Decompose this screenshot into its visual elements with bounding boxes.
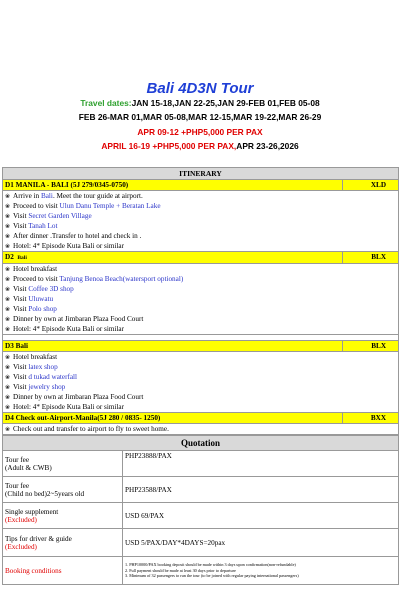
booking-term: 2. Full payment should be made at least 30 days prior to departure xyxy=(125,567,236,573)
activity-item: ❀ Visit Uluwatu xyxy=(5,295,54,303)
activity-item: ❀ Visit Coffee 3D shop xyxy=(5,285,74,293)
tour-fee-label: Tour fee (Adult & CWB) xyxy=(3,451,123,477)
flower-bullet-icon: ❀ xyxy=(5,297,11,303)
tips-label: Tips for driver & guide (Excluded) xyxy=(3,529,123,557)
flower-bullet-icon: ❀ xyxy=(5,277,11,283)
flower-bullet-icon: ❀ xyxy=(5,375,11,381)
attraction-link: Uluwatu xyxy=(28,295,54,303)
activity-item: ❀ Arrive in Bali. Meet the tour guide at airport. xyxy=(5,192,143,200)
flower-bullet-icon: ❀ xyxy=(5,327,11,333)
activity-item: ❀ Dinner by own at Jimbaran Plaza Food Court xyxy=(5,315,144,323)
day3-title: D3 Bali xyxy=(3,341,343,352)
travel-dates-line2: FEB 26-MAR 01,MAR 05-08,MAR 12-15,MAR 19-22,MAR 26-29 xyxy=(78,112,322,122)
activity-item: ❀ Hotel: 4* Episode Kuta Bali or similar xyxy=(5,325,124,333)
flower-bullet-icon: ❀ xyxy=(5,405,11,411)
day2-header xyxy=(3,252,399,264)
day4-header xyxy=(3,413,399,424)
april-dates-black: APR 23-26,2026 xyxy=(236,141,299,151)
activity-item: ❀ Visit d tukad waterfall xyxy=(5,373,78,381)
flower-bullet-icon: ❀ xyxy=(5,365,11,371)
attraction-link: Polo shop xyxy=(28,305,57,313)
activity-item: ❀ Visit Secret Garden Village xyxy=(5,212,92,220)
quotation-table xyxy=(2,435,399,585)
flower-bullet-icon: ❀ xyxy=(5,224,11,230)
booking-conditions-label: Booking conditions xyxy=(3,557,123,585)
attraction-link: Coffee 3D shop xyxy=(28,285,74,293)
activity-item: ❀ Visit latex shop xyxy=(5,363,58,371)
attraction-link: d tukad waterfall xyxy=(28,373,78,381)
day2-meal: BLX xyxy=(343,252,399,264)
flower-bullet-icon: ❀ xyxy=(5,317,11,323)
flower-bullet-icon: ❀ xyxy=(5,427,11,433)
booking-conditions-terms xyxy=(123,557,399,585)
activity-item: ❀ Visit jewelry shop xyxy=(5,383,66,391)
april-dates-red: APRIL 16-19 +PHP5,000 PER PAX, xyxy=(101,141,237,151)
activity-item: ❀ After dinner .Transfer to hotel and check in . xyxy=(5,232,142,240)
travel-dates-line1 xyxy=(0,98,400,108)
flower-bullet-icon: ❀ xyxy=(5,234,11,240)
tour-fee-value: PHP23888/PAX xyxy=(123,451,399,477)
single-supplement-label: Single supplement (Excluded) xyxy=(3,503,123,529)
activity-item: ❀ Hotel breakfast xyxy=(5,265,58,273)
attraction-link: Bali xyxy=(40,192,53,200)
travel-dates-label: Travel dates: xyxy=(80,98,132,108)
day3-meal: BLX xyxy=(343,341,399,352)
activity-item: ❀ Check out and transfer to airport to fly to sweet home. xyxy=(5,425,169,433)
day1-meal: XLD xyxy=(343,180,399,191)
flower-bullet-icon: ❀ xyxy=(5,355,11,361)
flower-bullet-icon: ❀ xyxy=(5,204,11,210)
day3-header xyxy=(3,341,399,352)
flower-bullet-icon: ❀ xyxy=(5,214,11,220)
flower-bullet-icon: ❀ xyxy=(5,267,11,273)
activity-item: ❀ Visit Tanah Lot xyxy=(5,222,58,230)
child-fee-label: Tour fee (Child no bed)2~5years old xyxy=(3,477,123,503)
activity-item: ❀ Hotel: 4* Episode Kuta Bali or similar xyxy=(5,403,124,411)
itinerary-table xyxy=(2,167,399,435)
day4-meal: BXX xyxy=(343,413,399,424)
april-dates-line2 xyxy=(0,141,400,151)
day2-title: D2 Bali xyxy=(3,252,343,264)
flower-bullet-icon: ❀ xyxy=(5,194,11,200)
booking-term: 3. Minimum of 32 passengers to run the tour (to be joined with regular paying international passengers) xyxy=(125,573,299,579)
travel-dates-values: JAN 15-18,JAN 22-25,JAN 29-FEB 01,FEB 05-08 xyxy=(131,98,320,108)
flower-bullet-icon: ❀ xyxy=(5,395,11,401)
activity-item: ❀ Proceed to visit Tanjung Benoa Beach(watersport optional) xyxy=(5,275,184,283)
day3-activities xyxy=(3,352,399,413)
day2-activities xyxy=(3,264,399,335)
flower-bullet-icon: ❀ xyxy=(5,385,11,391)
single-supplement-value: USD 69/PAX xyxy=(123,503,399,529)
activity-item: ❀ Visit Polo shop xyxy=(5,305,57,313)
day4-activities xyxy=(3,424,399,435)
day1-header xyxy=(3,180,399,191)
activity-item: ❀ Hotel: 4* Episode Kuta Bali or similar xyxy=(5,242,124,250)
flower-bullet-icon: ❀ xyxy=(5,244,11,250)
quotation-heading: Quotation xyxy=(3,436,399,451)
flower-bullet-icon: ❀ xyxy=(5,287,11,293)
day2-subtitle: Bali xyxy=(17,255,27,261)
activity-item: ❀ Proceed to visit Ulun Danu Temple + Beratan Lake xyxy=(5,202,161,210)
attraction-link: jewelry shop xyxy=(28,383,66,391)
itinerary-heading: ITINERARY xyxy=(3,168,399,180)
activity-item: ❀ Dinner by own at Jimbaran Plaza Food Court xyxy=(5,393,144,401)
child-fee-value: PHP23588/PAX xyxy=(123,477,399,503)
attraction-link: Secret Garden Village xyxy=(28,212,92,220)
april-dates-line: APR 09-12 +PHP5,000 PER PAX xyxy=(137,127,263,137)
tour-title: Bali 4D3N Tour xyxy=(146,80,254,97)
booking-term: 1. PHP10000/PAX booking deposit should be made within 3 days upon confirmation(non-refundable) xyxy=(125,562,296,568)
day1-activities xyxy=(3,191,399,252)
day4-title: D4 Check out-Airport-Manila(5J 280 / 0835- 1250) xyxy=(3,413,343,424)
attraction-link: Tanjung Benoa Beach(watersport optional) xyxy=(59,275,184,283)
attraction-link: Ulun Danu Temple + Beratan Lake xyxy=(59,202,161,210)
tips-value: USD 5/PAX/DAY*4DAYS=20pax xyxy=(123,529,399,557)
attraction-link: Tanah Lot xyxy=(28,222,58,230)
flower-bullet-icon: ❀ xyxy=(5,307,11,313)
attraction-link: latex shop xyxy=(28,363,58,371)
day1-title: D1 MANILA - BALI (5J 279/0345-0750) xyxy=(3,180,343,191)
activity-item: ❀ Hotel breakfast xyxy=(5,353,58,361)
